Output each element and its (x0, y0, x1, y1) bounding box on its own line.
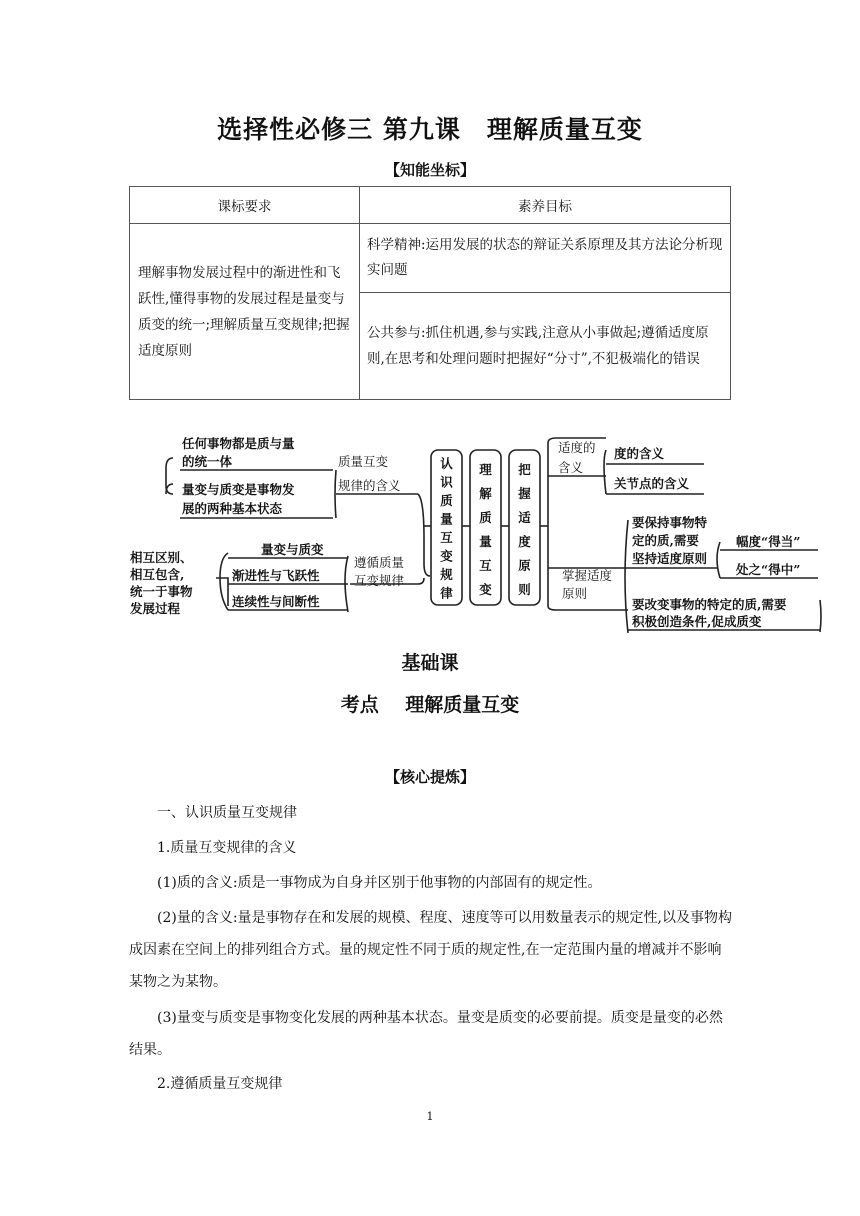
page-number: 1 (426, 1110, 434, 1123)
mind-node: 关节点的含义 (614, 476, 690, 491)
box-char: 律 (440, 585, 453, 601)
goal-participation-cell: 公共参与:抓住机遇,参与实践,注意从小事做起;遵循适度原则,在思考和处理问题时把握好“分寸”,不犯极端化的错误 (360, 293, 731, 400)
goal-science-cell: 科学精神:运用发展的状态的辩证关系原理及其方法论分析现实问题 (360, 224, 731, 293)
requirement-cell: 理解事物发展过程中的渐进性和飞跃性,懂得事物的发展过程是量变与质变的统一;理解质量互变规律;把握适度原则 (130, 224, 360, 400)
box-char: 质 (479, 510, 492, 526)
mind-node: 相互包含, (130, 567, 185, 582)
mind-brace (216, 578, 228, 606)
mind-node: 坚持适度原则 (632, 551, 708, 566)
knowledge-heading: 【知能坐标】 (384, 161, 475, 179)
mind-node: 相互区别、 (130, 550, 193, 565)
mind-node: 掌握适度 (562, 568, 613, 583)
core-heading: 【核心提炼】 (384, 768, 475, 786)
box-char: 认 (440, 455, 453, 471)
box-char: 则 (518, 582, 531, 598)
mind-brace (625, 520, 628, 633)
box-char: 互 (479, 558, 492, 574)
mind-connector (418, 578, 424, 584)
paragraph-quality: (1)质的含义:质是一事物成为自身并区别于他事物的内部固有的规定性。 (157, 875, 602, 891)
mind-connector (418, 494, 430, 576)
box-text-grasp (517, 462, 531, 597)
mind-node: 展的两种基本状态 (182, 501, 283, 516)
mind-brace (220, 553, 228, 610)
box-char: 理 (479, 462, 492, 478)
mind-brace (717, 542, 720, 578)
mind-node: 规律的含义 (338, 478, 401, 493)
box-char: 原 (518, 558, 531, 574)
mind-node: 质量互变 (338, 454, 389, 469)
box-char: 量 (479, 534, 492, 550)
box-char: 把 (518, 462, 531, 478)
section-kaodian: 考点 理解质量互变 (340, 694, 520, 716)
mind-node: 含义 (558, 460, 584, 475)
mind-node: 要保持事物特 (632, 515, 708, 530)
header-requirement: 课标要求 (130, 187, 360, 224)
box-char: 变 (440, 548, 453, 564)
mind-node: 统一于事物 (130, 584, 193, 599)
mind-node: 任何事物都是质与量 (182, 436, 295, 451)
mind-node: 量变与质变是事物发 (182, 482, 295, 497)
mind-node: 适度的 (558, 440, 596, 455)
mind-map (128, 428, 828, 638)
box-char: 识 (440, 474, 453, 490)
mind-node: 量变与质变 (261, 542, 324, 557)
mind-node: 连续性与间断性 (232, 594, 320, 609)
box-char: 规 (440, 566, 453, 582)
mind-node: 幅度“得当” (736, 534, 801, 549)
mind-brace (604, 450, 606, 494)
mind-node: 定的质,需要 (632, 533, 699, 548)
mind-node: 遵循质量 (354, 555, 405, 570)
mind-node: 度的含义 (614, 446, 665, 461)
page-title: 选择性必修三 第九课 理解质量互变 (217, 115, 643, 144)
box-text-recognize (439, 456, 453, 601)
heading-1-2: 2.遵循质量互变规律 (157, 1076, 283, 1092)
mind-node: 发展过程 (130, 601, 181, 616)
box-text-understand (479, 462, 492, 597)
box-char: 互 (440, 529, 453, 545)
mind-node: 的统一体 (182, 454, 233, 469)
heading-1-1: 1.质量互变规律的含义 (157, 840, 297, 856)
mind-node: 互变规律 (354, 573, 405, 588)
box-char: 度 (518, 534, 531, 550)
mind-node: 渐进性与飞跃性 (232, 568, 320, 583)
heading-1: 一、认识质量互变规律 (157, 805, 297, 821)
mind-brace (820, 600, 821, 632)
box-char: 解 (479, 486, 492, 502)
box-char: 量 (440, 511, 453, 527)
mind-brace (335, 470, 336, 518)
section-basic: 基础课 (401, 652, 459, 674)
mind-node: 原则 (562, 586, 588, 601)
paragraph-quantity: (2)量的含义:量是事物存在和发展的规模、程度、速度等可以用数量表示的规定性,以及事物构成因素在空间上的排列组合方式。量的规定性不同于质的规定性,在一定范围内量的增减并不影响某物之为某物。 (129, 910, 732, 990)
box-char: 适 (518, 510, 531, 526)
box-char: 变 (479, 582, 492, 598)
box-char: 质 (440, 492, 453, 508)
box-char: 握 (518, 486, 531, 502)
mind-node: 处之“得中” (736, 562, 801, 577)
goals-table (129, 186, 731, 400)
header-goal: 素养目标 (360, 187, 731, 224)
paragraph-change: (3)量变与质变是事物变化发展的两种基本状态。量变是质变的必要前提。质变是量变的必然结果。 (129, 1010, 723, 1058)
mind-node: 积极创造条件,促成质变 (632, 614, 762, 629)
mind-node: 要改变事物的特定的质,需要 (632, 597, 787, 612)
